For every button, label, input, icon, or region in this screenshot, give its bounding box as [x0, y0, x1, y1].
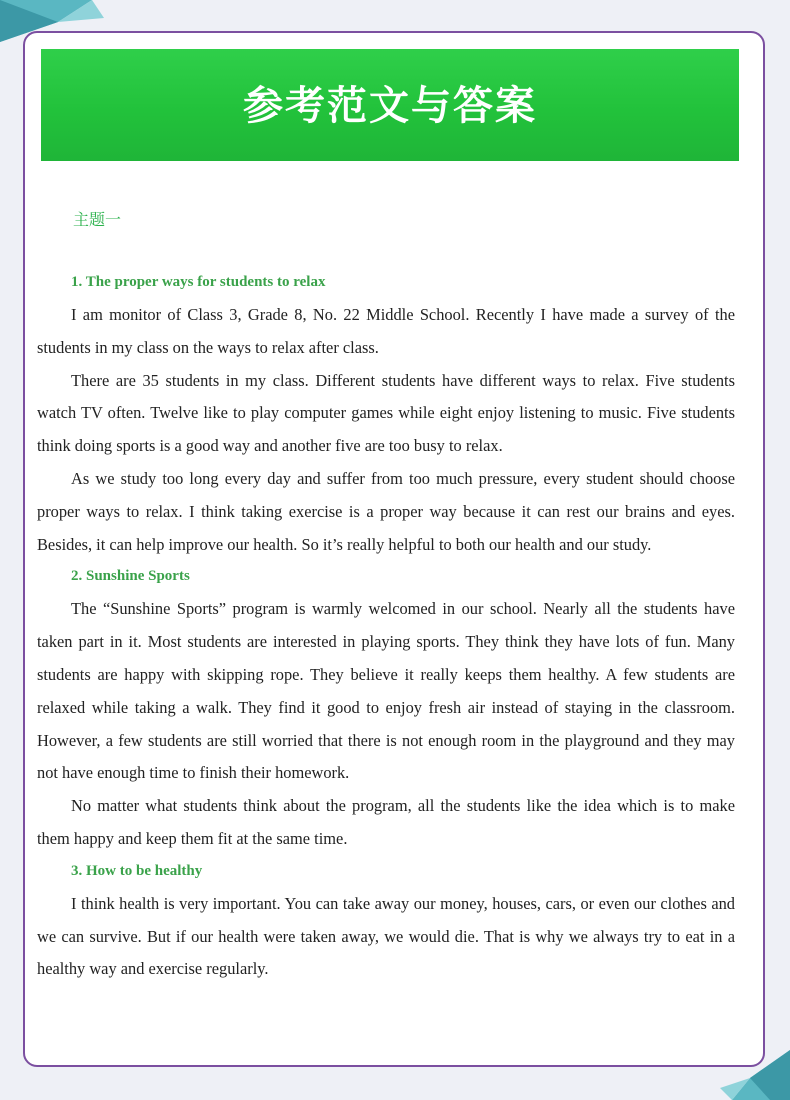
title-banner: [41, 49, 739, 161]
banner-title: 参考范文与答案: [243, 82, 537, 129]
paragraph: There are 35 students in my class. Different students have different ways to relax. Five students watch TV often. Twelve like to play computer games while eight enjoy listening to music. Five students think doing sports is a good way and another five are too busy to relax.: [37, 370, 735, 456]
section-healthy: [37, 860, 735, 986]
theme-heading: 主题一: [73, 210, 122, 229]
section-title: 3. How to be healthy: [71, 862, 203, 879]
paragraph: The “Sunshine Sports” program is warmly welcomed in our school. Nearly all the students have taken part in it. Most students are interested in playing sports. They think they have lots of fun. Many students are happy with skipping rope. They believe it really keeps them healthy. A few students are relaxed while taking a walk. They find it good to enjoy fresh air instead of staying in the classroom. However, a few students are still worried that there is not enough room in the playground and they may not have enough time to finish their homework.: [37, 599, 735, 783]
paragraph: I am monitor of Class 3, Grade 8, No. 22 Middle School. Recently I have made a survey of the students in my class on the ways to relax after class.: [37, 305, 735, 357]
section-title: 2. Sunshine Sports: [71, 568, 190, 585]
section-sunshine-sports: [37, 565, 735, 855]
content-card: [23, 31, 765, 1067]
section-title: 1. The proper ways for students to relax: [71, 274, 326, 290]
essay-content: [37, 271, 735, 986]
paragraph: I think health is very important. You can take away our money, houses, cars, or even our clothes and we can survive. But if our health were taken away, we would die. That is why we always try to eat in a healthy way and exercise regularly.: [37, 893, 735, 979]
paragraph: As we study too long every day and suffer from too much pressure, every student should choose proper ways to relax. I think taking exercise is a proper way because it can rest our brains and eyes. Besides, it can help improve our health. So it’s really helpful to both our health and our study.: [37, 468, 735, 554]
paragraph: No matter what students think about the program, all the students like the idea which is to make them happy and keep them fit at the same time.: [37, 796, 735, 848]
section-relax: [37, 271, 735, 561]
